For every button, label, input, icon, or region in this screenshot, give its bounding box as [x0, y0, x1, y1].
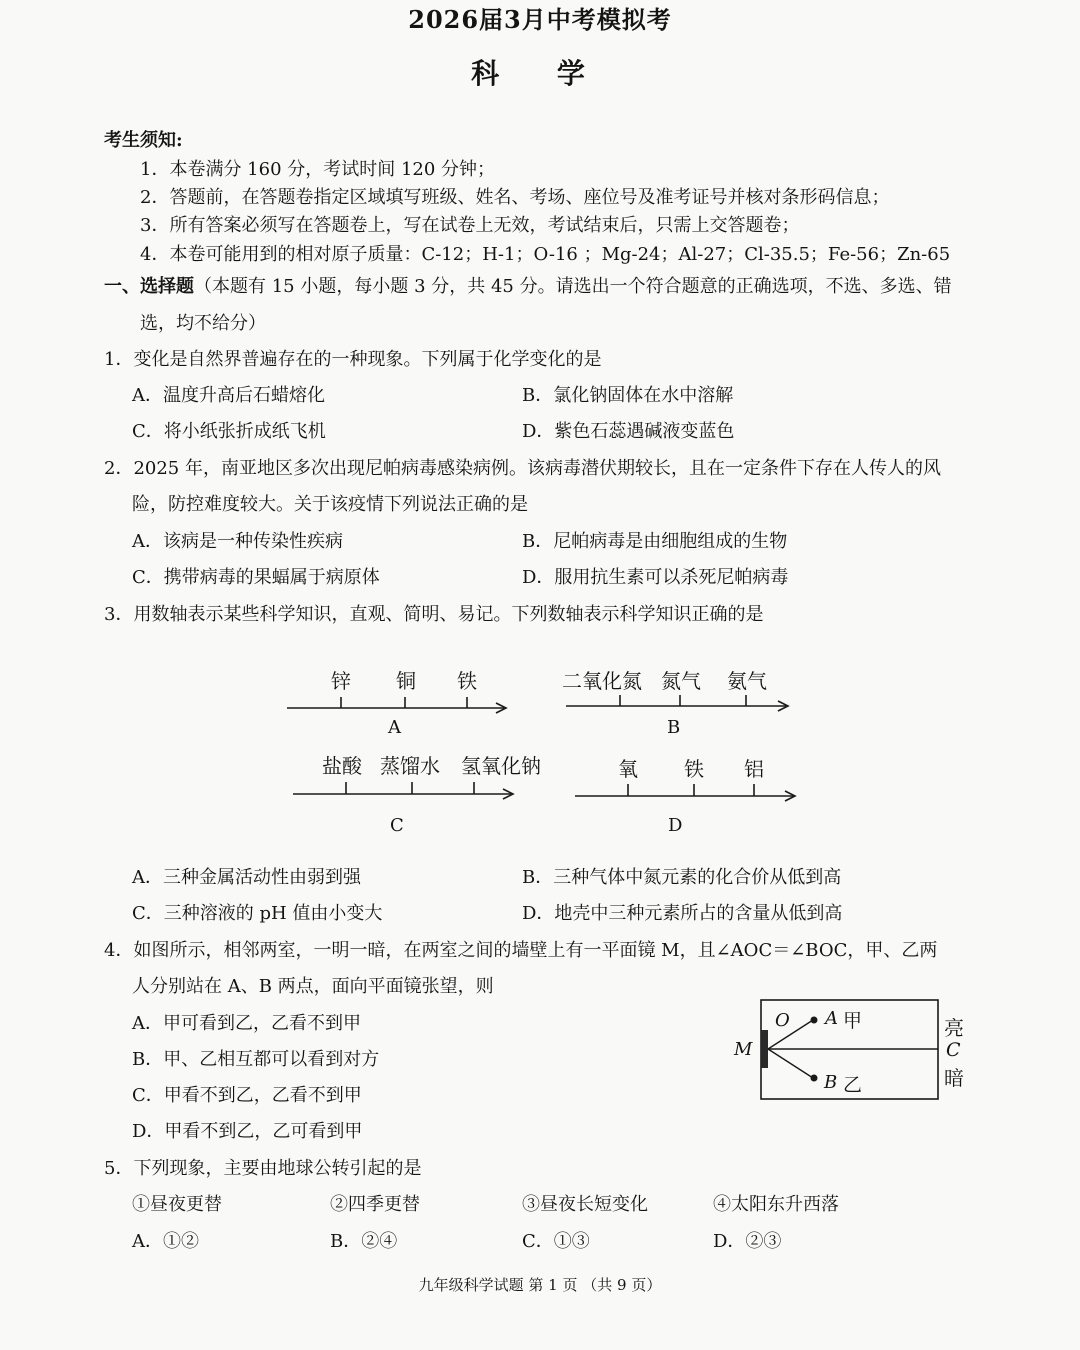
- axis-d-label-1: 氧: [618, 757, 638, 781]
- axis-c-label-2: 蒸馏水: [380, 754, 440, 778]
- q1-option-b: B．氯化钠固体在水中溶解: [522, 385, 734, 406]
- q1-option-d: D．紫色石蕊遇碱液变蓝色: [522, 421, 735, 442]
- fig-label-b: B: [824, 1072, 838, 1093]
- q1-option-c: C．将小纸张折成纸飞机: [132, 421, 326, 442]
- axis-b-label-1: 二氧化氮: [562, 669, 642, 693]
- fig-label-a: A: [825, 1008, 838, 1029]
- fig-label-bright: 亮: [944, 1016, 964, 1040]
- q4-stem-line1: 4．如图所示，相邻两室，一明一暗，在两室之间的墙壁上有一平面镜 M，且∠AOC＝∠BOC，甲、乙两: [104, 940, 938, 961]
- fig-label-o: O: [775, 1010, 790, 1031]
- axis-d: [575, 784, 795, 801]
- axis-c-label-1: 盐酸: [322, 754, 362, 778]
- axis-a-label-3: 铁: [457, 669, 477, 693]
- q4-option-c: C．甲看不到乙，乙看不到甲: [132, 1085, 362, 1106]
- axis-b-label-3: 氨气: [727, 669, 767, 693]
- q4-option-a: A．甲可看到乙，乙看不到甲: [132, 1013, 361, 1034]
- axis-c: [293, 782, 513, 799]
- q5-option-d: D．②③: [713, 1231, 782, 1252]
- q5-item-3: ③昼夜长短变化: [522, 1194, 648, 1215]
- page-footer: 九年级科学试题 第 1 页 （共 9 页）: [418, 1276, 662, 1294]
- mirror-icon: [761, 1030, 768, 1068]
- q2-option-c: C．携带病毒的果蝠属于病原体: [132, 567, 380, 588]
- q5-item-2: ②四季更替: [330, 1194, 420, 1215]
- axis-b: [566, 695, 788, 711]
- q1-stem: 1．变化是自然界普遍存在的一种现象。下列属于化学变化的是: [104, 349, 602, 370]
- q3-option-c: C．三种溶液的 pH 值由小变大: [132, 903, 383, 924]
- axis-a-label-1: 锌: [331, 669, 351, 693]
- axis-d-label-3: 铝: [744, 757, 764, 781]
- section-desc: （本题有 15 小题，每小题 3 分，共 45 分。请选出一个符合题意的正确选项，不选、多选、错: [194, 276, 952, 297]
- axis-a: [287, 697, 506, 713]
- fig-label-dark: 暗: [944, 1066, 964, 1090]
- axis-b-caption: B: [667, 717, 681, 738]
- notice-item-1: 1．本卷满分 160 分，考试时间 120 分钟；: [140, 159, 496, 180]
- q3-stem: 3．用数轴表示某些科学知识，直观、简明、易记。下列数轴表示科学知识正确的是: [104, 604, 764, 625]
- q5-option-c: C．①③: [522, 1231, 590, 1252]
- q2-option-a: A．该病是一种传染性疾病: [132, 531, 343, 552]
- q3-option-d: D．地壳中三种元素所占的含量从低到高: [522, 903, 843, 924]
- section-desc-cont: 选，均不给分）: [140, 313, 266, 334]
- fig-label-m: M: [734, 1039, 753, 1060]
- axis-c-label-3: 氢氧化钠: [461, 754, 541, 778]
- fig-label-jia: 甲: [843, 1010, 863, 1032]
- q5-stem: 5．下列现象，主要由地球公转引起的是: [104, 1158, 422, 1179]
- q2-stem-line1: 2．2025 年，南亚地区多次出现尼帕病毒感染病例。该病毒潜伏期较长，且在一定条件下存在人传人的风: [104, 458, 941, 479]
- axis-b-label-2: 氮气: [661, 669, 701, 693]
- q5-option-a: A．①②: [132, 1231, 199, 1252]
- axis-c-caption: C: [390, 815, 404, 836]
- notice-item-4: 4．本卷可能用到的相对原子质量：C-12；H-1；O-16 ；Mg-24；Al-27；Cl-35.5；Fe-56；Zn-65: [140, 244, 951, 265]
- axis-d-label-2: 铁: [684, 757, 704, 781]
- subject-title: 科 学: [471, 57, 609, 90]
- q5-option-b: B．②④: [330, 1231, 398, 1252]
- notice-item-3: 3．所有答案必须写在答题卷上，写在试卷上无效，考试结束后，只需上交答题卷；: [140, 215, 800, 236]
- fig-label-yi: 乙: [843, 1074, 863, 1096]
- fig-label-c: C: [946, 1039, 961, 1061]
- q3-option-b: B．三种气体中氮元素的化合价从低到高: [522, 867, 842, 888]
- q4-stem-line2: 人分别站在 A、B 两点，面向平面镜张望，则: [132, 976, 494, 997]
- axis-a-caption: A: [388, 717, 401, 738]
- q2-option-b: B．尼帕病毒是由细胞组成的生物: [522, 531, 788, 552]
- notice-item-2: 2．答题前，在答题卷指定区域填写班级、姓名、考场、座位号及准考证号并核对条形码信息；: [140, 187, 890, 208]
- q5-item-1: ①昼夜更替: [132, 1194, 222, 1215]
- axis-a-label-2: 铜: [396, 669, 416, 693]
- q2-stem-line2: 险，防控难度较大。关于该疫情下列说法正确的是: [132, 494, 528, 515]
- q1-option-a: A．温度升高后石蜡熔化: [132, 385, 325, 406]
- q3-option-a: A．三种金属活动性由弱到强: [132, 867, 361, 888]
- notice-heading: 考生须知:: [104, 130, 183, 151]
- q5-item-4: ④太阳东升西落: [713, 1194, 839, 1215]
- q4-option-b: B．甲、乙相互都可以看到对方: [132, 1049, 380, 1070]
- q2-option-d: D．服用抗生素可以杀死尼帕病毒: [522, 567, 789, 588]
- q4-option-d: D．甲看不到乙，乙可看到甲: [132, 1121, 363, 1142]
- section-label: 一、选择题: [104, 276, 194, 297]
- axis-d-caption: D: [668, 815, 683, 836]
- exam-title: 2026届3月中考模拟考: [408, 5, 672, 34]
